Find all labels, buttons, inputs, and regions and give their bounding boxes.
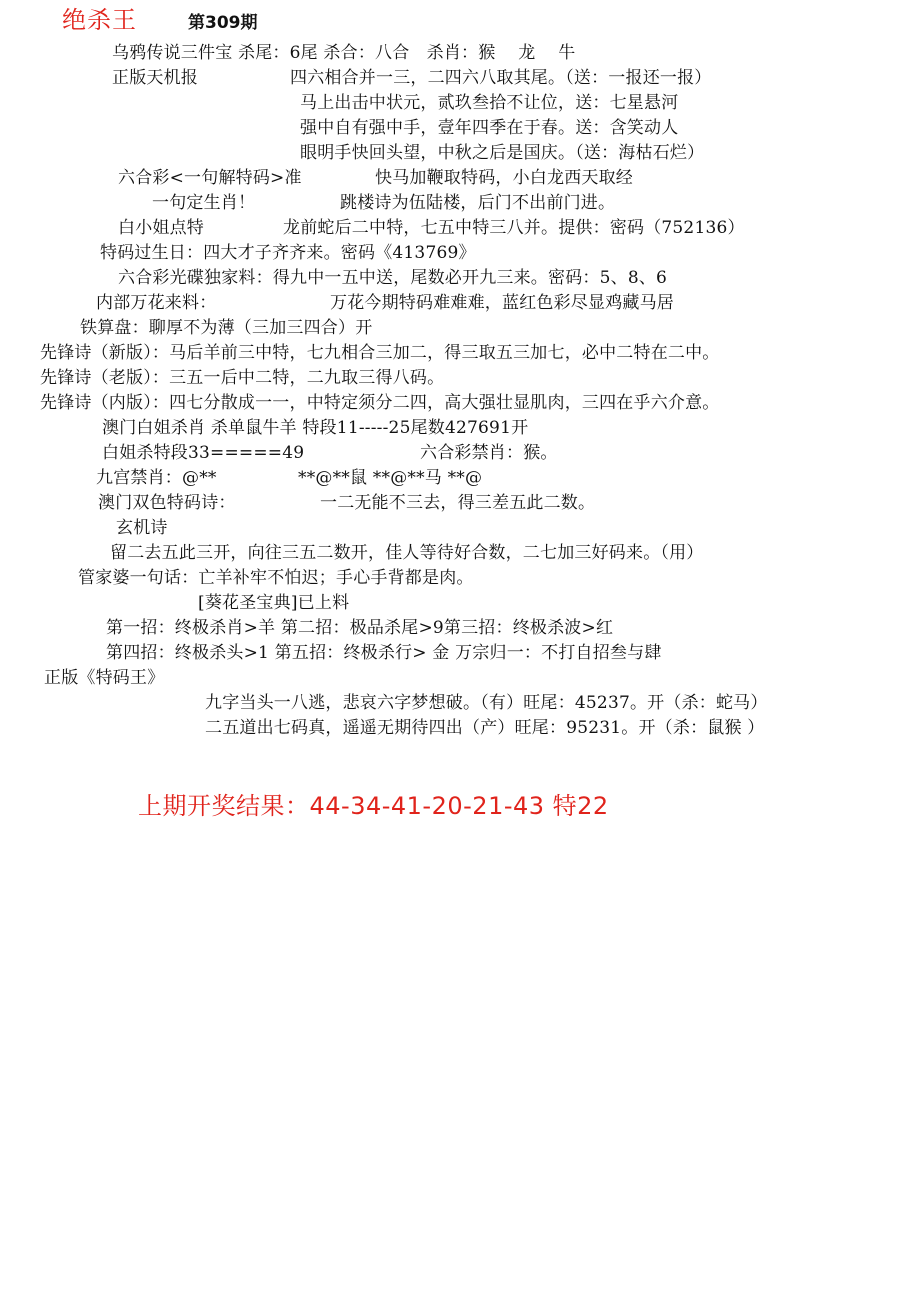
line-jiugong-text: **@**鼠 **@**马 **@ bbox=[298, 468, 483, 488]
line-crow-legend: 乌鸦传说三件宝 杀尾：6尾 杀合：八合 杀肖：猴 龙 牛 bbox=[112, 43, 576, 63]
line-tema-wang-1: 九字当头一八逃，悲哀六字梦想破。（有）旺尾：45237。开（杀：蛇马） bbox=[205, 693, 768, 713]
line-macau-baijie: 澳门白姐杀肖 杀单鼠牛羊 特段11-----25尾数427691开 bbox=[102, 418, 529, 438]
line-moves-4-5: 第四招：终极杀头>1 第五招：终极杀行> 金 万宗归一：不打自招叁与肆 bbox=[106, 643, 662, 663]
line-xuanji-poem: 留二去五此三开，向往三五二数开，佳人等待好合数，二七加三好码来。（用） bbox=[110, 543, 704, 563]
line-baixiaojie-text: 龙前蛇后二中特，七五中特三八并。提供：密码（752136） bbox=[283, 218, 745, 238]
line-one-sentence-text: 快马加鞭取特码，小白龙西天取经 bbox=[375, 168, 633, 188]
line-tianji-label: 正版天机报 bbox=[112, 68, 198, 88]
line-pioneer-inner: 先锋诗（内版）：四七分散成一一，中特定须分二四，高大强壮显肌肉，三四在乎六介意。 bbox=[40, 393, 720, 413]
line-tianji-3: 强中自有强中手，壹年四季在于春。送：含笑动人 bbox=[300, 118, 679, 138]
brand-title: 绝杀王 bbox=[62, 6, 137, 34]
line-sunflower-title: [葵花圣宝典]已上料 bbox=[198, 593, 350, 613]
line-birthday: 特码过生日：四大才子齐齐来。密码《413769》 bbox=[100, 243, 476, 263]
line-macau-poem-label: 澳门双色特码诗： bbox=[98, 493, 236, 513]
line-tianji-4: 眼明手快回头望，中秋之后是国庆。（送：海枯石烂） bbox=[300, 143, 705, 163]
last-draw-result: 上期开奖结果：44-34-41-20-21-43 特22 bbox=[138, 792, 609, 820]
line-pioneer-old: 先锋诗（老版）：三五一后中二特，二九取三得八码。 bbox=[40, 368, 445, 388]
line-wanhua-text: 万花今期特码难难难，蓝红色彩尽显鸡藏马居 bbox=[330, 293, 674, 313]
line-macau-poem-text: 一二无能不三去，得三差五此二数。 bbox=[320, 493, 596, 513]
line-one-sentence-label: 六合彩<一句解特码>准 bbox=[118, 168, 302, 188]
line-pioneer-new: 先锋诗（新版）：马后羊前三中特，七九相合三加二，得三取五三加七，必中二特在二中。 bbox=[40, 343, 720, 363]
line-moves-1-3: 第一招：终极杀肖>羊 第二招：极品杀尾>9第三招：终极杀波>红 bbox=[106, 618, 614, 638]
line-tema-wang-2: 二五道出七码真，遥遥无期待四出（产）旺尾：95231。开（杀：鼠猴 ） bbox=[205, 718, 765, 738]
line-jiugong-label: 九宫禁肖：@** bbox=[96, 468, 217, 488]
line-wanhua-label: 内部万花来料： bbox=[96, 293, 217, 313]
line-tianji-text: 四六相合并一三，二四六八取其尾。（送：一报还一报） bbox=[290, 68, 712, 88]
issue-number: 第309期 bbox=[188, 13, 258, 33]
line-housekeeper: 管家婆一句话：亡羊补牢不怕迟；手心手背都是肉。 bbox=[78, 568, 474, 588]
line-banned-zodiac: 六合彩禁肖：猴。 bbox=[420, 443, 558, 463]
line-cd-exclusive: 六合彩光碟独家料：得九中一五中送，尾数必开九三来。密码：5、8、6 bbox=[118, 268, 668, 288]
line-zodiac-label: 一句定生肖！ bbox=[152, 193, 256, 213]
line-baijie-segment: 白姐杀特段33=====49 bbox=[102, 443, 305, 463]
line-tianji-2: 马上出击中状元，贰玖叁拾不让位，送：七星悬河 bbox=[300, 93, 679, 113]
line-tema-wang-title: 正版《特码王》 bbox=[44, 668, 165, 688]
line-abacus: 铁算盘：聊厚不为薄（三加三四合）开 bbox=[80, 318, 373, 338]
line-xuanji-title: 玄机诗 bbox=[116, 518, 168, 538]
line-baixiaojie-label: 白小姐点特 bbox=[118, 218, 204, 238]
line-zodiac-text: 跳楼诗为伍陆楼，后门不出前门进。 bbox=[340, 193, 616, 213]
